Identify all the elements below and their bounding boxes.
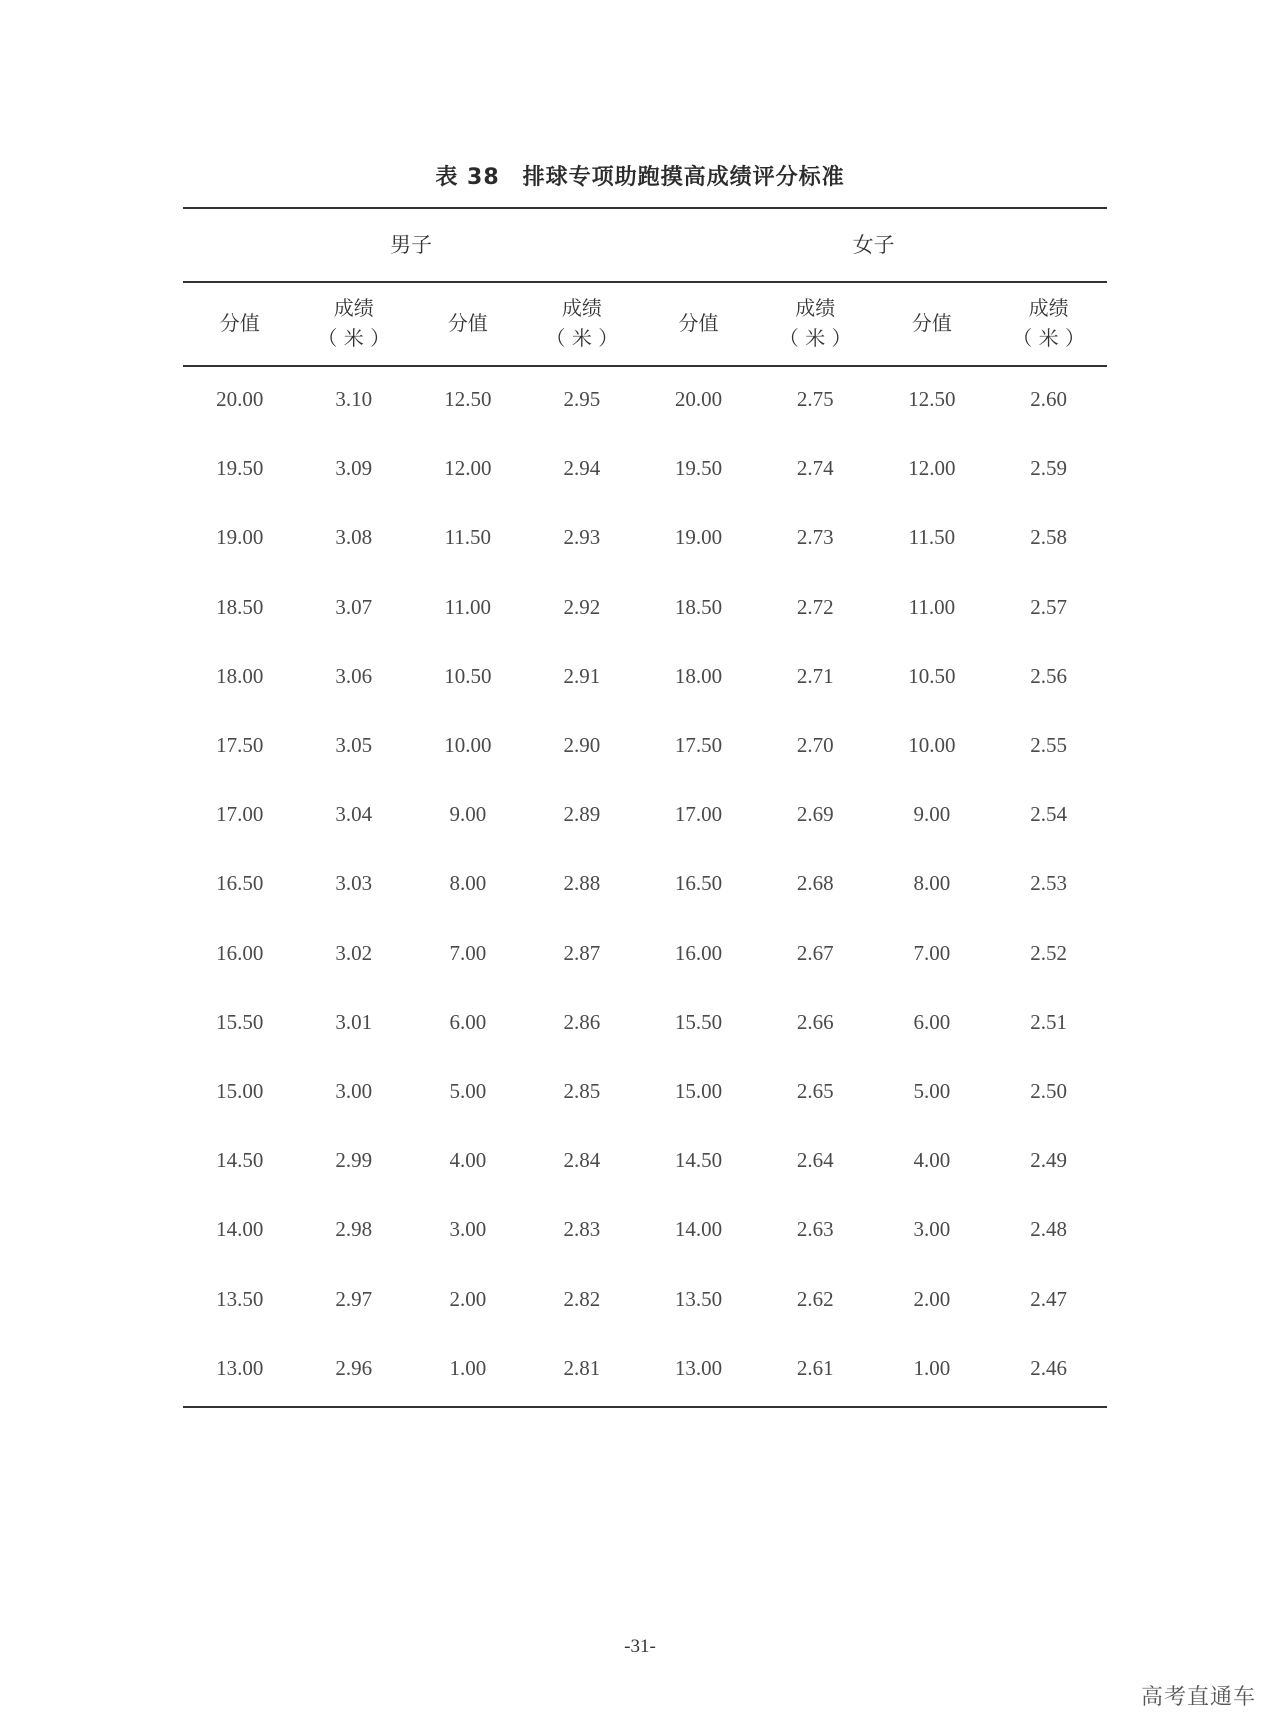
table-cell: 2.96 [335, 1355, 373, 1380]
female-score-header-1: 分值 [678, 311, 719, 335]
table-cell: 2.61 [796, 1355, 834, 1380]
table-cell: 2.60 [1030, 387, 1067, 412]
page-number: -31- [624, 1636, 656, 1657]
table-cell: 15.00 [674, 1078, 723, 1103]
table-cell: 2.73 [796, 525, 834, 550]
table-cell: 11.00 [908, 594, 956, 619]
table-cell: 2.97 [335, 1286, 373, 1311]
table-cell: 2.93 [563, 525, 601, 550]
table-cell: 11.00 [444, 594, 492, 619]
table-cell: 3.00 [335, 1078, 373, 1103]
table-cell: 3.04 [335, 802, 373, 827]
unit-label: （ 米 ） [1012, 326, 1085, 350]
table-cell: 2.95 [563, 387, 601, 412]
table-cell: 19.50 [674, 456, 723, 481]
unit-label: （ 米 ） [317, 326, 391, 350]
table-cell: 17.00 [674, 802, 723, 827]
table-cell: 2.50 [1030, 1078, 1067, 1103]
table-cell: 13.00 [216, 1355, 264, 1380]
table-row [183, 711, 1107, 780]
table-cell: 2.74 [796, 456, 834, 481]
table-cell: 4.00 [913, 1148, 951, 1173]
table-cell: 2.49 [1030, 1148, 1067, 1173]
table-cell: 2.46 [1030, 1355, 1067, 1380]
table-cell: 8.00 [913, 871, 951, 896]
table-body [183, 365, 1107, 1403]
table-cell: 5.00 [449, 1078, 487, 1103]
table-cell: 14.00 [674, 1217, 723, 1242]
table-cell: 2.67 [796, 940, 834, 965]
table-cell: 14.00 [216, 1217, 264, 1242]
table-cell: 6.00 [913, 1009, 951, 1034]
table-cell: 18.50 [216, 594, 264, 619]
table-cell: 16.50 [216, 871, 264, 896]
table-cell: 17.50 [216, 733, 264, 758]
table-cell: 2.87 [563, 940, 601, 965]
table-cell: 2.92 [563, 594, 601, 619]
table-cell: 2.47 [1030, 1286, 1067, 1311]
table-cell: 3.06 [335, 663, 373, 688]
table-cell: 2.99 [335, 1148, 373, 1173]
table-cell: 2.89 [563, 802, 601, 827]
table-cell: 2.00 [449, 1286, 487, 1311]
table-cell: 15.50 [216, 1009, 264, 1034]
group-header-row [183, 207, 1107, 281]
table-cell: 2.56 [1030, 663, 1067, 688]
table-cell: 15.50 [674, 1009, 723, 1034]
table-cell: 7.00 [449, 940, 487, 965]
table-cell: 12.00 [908, 456, 956, 481]
table-bottom-rule [183, 1406, 1107, 1408]
table-cell: 3.09 [335, 456, 373, 481]
table-row [183, 1126, 1107, 1195]
result-label: 成绩 [333, 296, 374, 320]
table-row [183, 1334, 1107, 1403]
table-cell: 3.03 [335, 871, 373, 896]
table-cell: 2.90 [563, 733, 601, 758]
table-cell: 13.00 [674, 1355, 723, 1380]
table-cell: 5.00 [913, 1078, 951, 1103]
table-cell: 18.00 [674, 663, 723, 688]
table-cell: 9.00 [449, 802, 487, 827]
table-cell: 2.68 [796, 871, 834, 896]
table-cell: 9.00 [913, 802, 951, 827]
table-cell: 11.50 [908, 525, 956, 550]
table-cell: 2.70 [796, 733, 834, 758]
table-row [183, 503, 1107, 572]
result-label: 成绩 [1028, 296, 1069, 320]
female-score-header-2: 分值 [911, 311, 952, 335]
table-cell: 12.50 [908, 387, 956, 412]
table-cell: 16.00 [674, 940, 723, 965]
unit-label: （ 米 ） [778, 326, 852, 350]
table-cell: 3.08 [335, 525, 373, 550]
table-row [183, 1264, 1107, 1333]
table-cell: 16.50 [674, 871, 723, 896]
table-cell: 3.00 [913, 1217, 951, 1242]
table-cell: 6.00 [449, 1009, 487, 1034]
table-cell: 2.86 [563, 1009, 601, 1034]
unit-label: （ 米 ） [545, 326, 619, 350]
table-row [183, 919, 1107, 988]
table-cell: 17.00 [216, 802, 264, 827]
table-cell: 2.72 [796, 594, 834, 619]
table-cell: 4.00 [449, 1148, 487, 1173]
table-cell: 13.50 [674, 1286, 723, 1311]
table-cell: 2.85 [563, 1078, 601, 1103]
table-cell: 2.98 [335, 1217, 373, 1242]
table-cell: 2.65 [796, 1078, 834, 1103]
table-cell: 10.00 [908, 733, 956, 758]
table-cell: 3.00 [449, 1217, 487, 1242]
table-cell: 10.00 [444, 733, 492, 758]
table-cell: 3.02 [335, 940, 373, 965]
table-cell: 12.50 [444, 387, 492, 412]
table-cell: 2.54 [1030, 802, 1067, 827]
table-cell: 19.00 [674, 525, 723, 550]
table-cell: 17.50 [674, 733, 723, 758]
table-cell: 2.51 [1030, 1009, 1067, 1034]
table-cell: 20.00 [674, 387, 723, 412]
table-cell: 16.00 [216, 940, 264, 965]
table-cell: 2.53 [1030, 871, 1067, 896]
table-cell: 2.57 [1030, 594, 1067, 619]
table-cell: 14.50 [674, 1148, 723, 1173]
table-cell: 2.71 [796, 663, 834, 688]
female-result-header-2 [990, 281, 1107, 365]
table-cell: 7.00 [913, 940, 951, 965]
table-row [183, 573, 1107, 642]
table-cell: 2.88 [563, 871, 601, 896]
table-title: 表 38 排球专项助跑摸高成绩评分标准 [435, 165, 845, 190]
table-cell: 2.59 [1030, 456, 1067, 481]
table-cell: 3.10 [335, 387, 373, 412]
male-score-header-1: 分值 [219, 311, 260, 335]
table-cell: 19.00 [216, 525, 264, 550]
result-label: 成绩 [795, 296, 836, 320]
table-cell: 2.64 [796, 1148, 834, 1173]
table-cell: 2.62 [796, 1286, 834, 1311]
table-cell: 19.50 [216, 456, 264, 481]
table-cell: 3.07 [335, 594, 373, 619]
table-row [183, 780, 1107, 849]
table-cell: 2.55 [1030, 733, 1067, 758]
table-cell: 2.75 [796, 387, 834, 412]
table-row [183, 642, 1107, 711]
table-cell: 14.50 [216, 1148, 264, 1173]
result-label: 成绩 [561, 296, 602, 320]
table-cell: 2.58 [1030, 525, 1067, 550]
table-cell: 3.05 [335, 733, 373, 758]
table-cell: 2.82 [563, 1286, 601, 1311]
table-cell: 2.00 [913, 1286, 951, 1311]
table-cell: 10.50 [444, 663, 492, 688]
female-result-header-1 [757, 281, 874, 365]
score-table [183, 207, 1107, 1403]
table-cell: 8.00 [449, 871, 487, 896]
table-cell: 20.00 [216, 387, 264, 412]
table-cell: 12.00 [444, 456, 492, 481]
table-cell: 18.50 [674, 594, 723, 619]
column-header-row [183, 281, 1107, 365]
female-group-header: 女子 [852, 233, 895, 257]
table-cell: 2.63 [796, 1217, 834, 1242]
table-row [183, 1195, 1107, 1264]
table-cell: 2.83 [563, 1217, 601, 1242]
table-cell: 2.84 [563, 1148, 601, 1173]
table-cell: 11.50 [444, 525, 492, 550]
table-row [183, 988, 1107, 1057]
male-score-header-2: 分值 [447, 311, 488, 335]
table-cell: 10.50 [908, 663, 956, 688]
table-cell: 3.01 [335, 1009, 373, 1034]
table-cell: 15.00 [216, 1078, 264, 1103]
table-cell: 2.66 [796, 1009, 834, 1034]
table-cell: 1.00 [449, 1355, 487, 1380]
male-result-header-2 [525, 281, 640, 365]
table-cell: 1.00 [913, 1355, 951, 1380]
table-row [183, 434, 1107, 503]
table-cell: 2.94 [563, 456, 601, 481]
table-row [183, 365, 1107, 434]
male-group-header: 男子 [390, 233, 433, 257]
table-cell: 2.48 [1030, 1217, 1067, 1242]
table-cell: 18.00 [216, 663, 264, 688]
watermark-text: 高考直通车 [1140, 1685, 1256, 1710]
table-row [183, 849, 1107, 918]
male-result-header-1 [297, 281, 412, 365]
table-cell: 2.91 [563, 663, 601, 688]
table-cell: 2.52 [1030, 940, 1067, 965]
table-cell: 2.69 [796, 802, 834, 827]
table-cell: 2.81 [563, 1355, 601, 1380]
table-row [183, 1057, 1107, 1126]
table-cell: 13.50 [216, 1286, 264, 1311]
